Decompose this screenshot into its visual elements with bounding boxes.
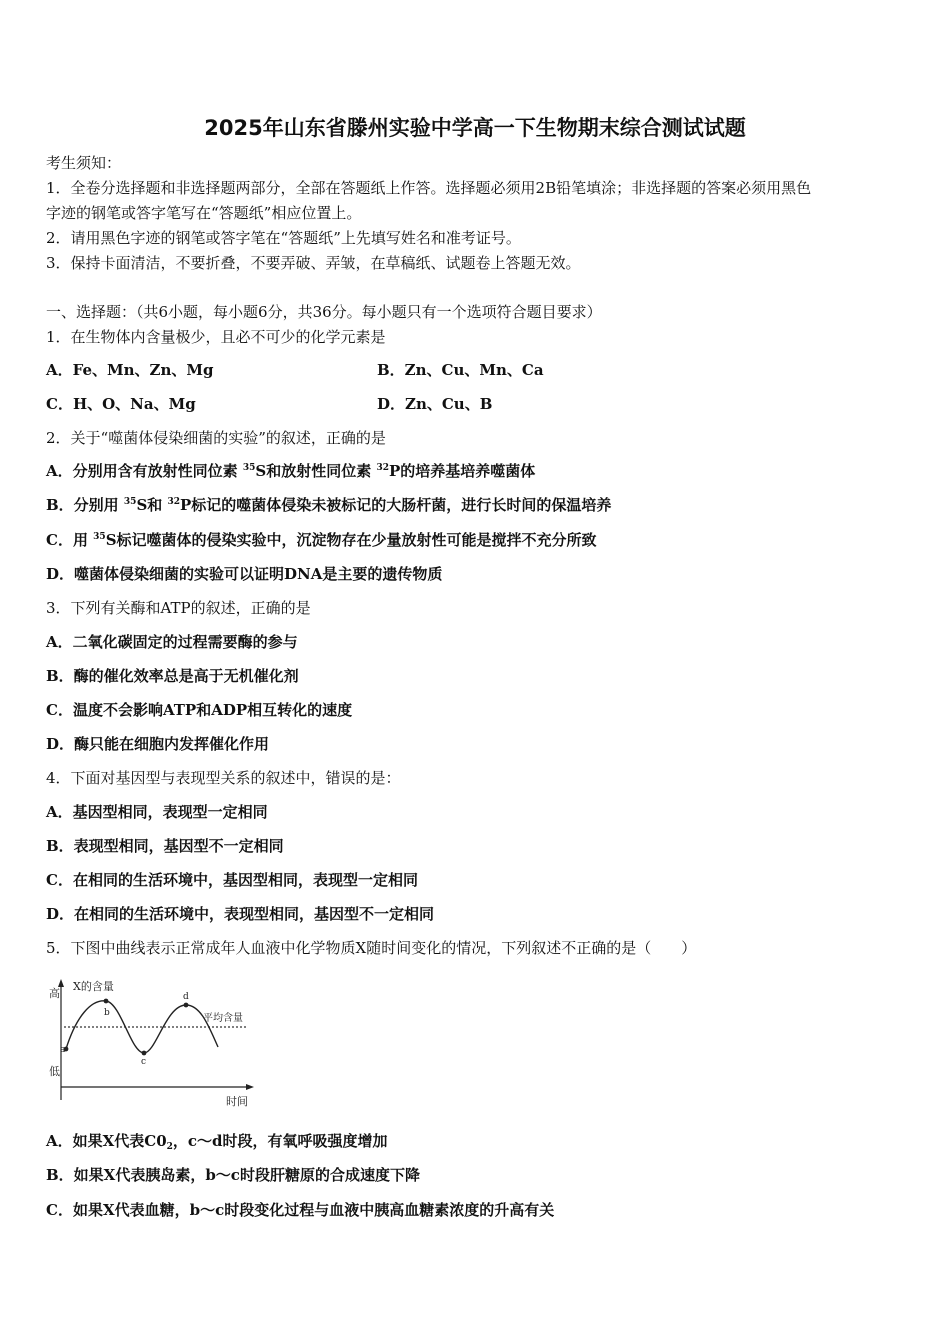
y-axis-label: X的含量 bbox=[73, 980, 114, 993]
point-d bbox=[184, 1003, 189, 1008]
q1-option-a: A．Fe、Mn、Zn、Mg bbox=[46, 361, 214, 379]
q5-option-b: B．如果X代表胰岛素，b～c时段肝糖原的合成速度下降 bbox=[46, 1166, 420, 1184]
q3-option-c: C．温度不会影响ATP和ADP相互转化的速度 bbox=[46, 701, 353, 719]
x-axis-label: 时间 bbox=[226, 1095, 248, 1108]
notice-item: 2．请用黑色字迹的钢笔或答字笔在“答题纸”上先填写姓名和准考证号。 bbox=[46, 229, 521, 247]
low-label: 低 bbox=[49, 1065, 60, 1078]
page-title: 2025年山东省滕州实验中学高一下生物期末综合测试试题 bbox=[204, 116, 746, 140]
notice-item: 1．全卷分选择题和非选择题两部分，全部在答题纸上作答。选择题必须用2B铅笔填涂；非选择题的答案必须用黑色 bbox=[46, 179, 812, 197]
question-2-stem: 2．关于“噬菌体侵染细菌的实验”的叙述，正确的是 bbox=[46, 429, 386, 447]
question-5-stem: 5．下图中曲线表示正常成年人血液中化学物质X随时间变化的情况，下列叙述不正确的是（ ） bbox=[46, 939, 697, 957]
notice-item: 3．保持卡面清洁，不要折叠，不要弄破、弄皱，在草稿纸、试题卷上答题无效。 bbox=[46, 254, 581, 272]
point-b-label: b bbox=[104, 1008, 110, 1018]
y-axis-arrow bbox=[58, 979, 64, 987]
q5-option-a: A．如果X代表$C0_2$，c～d时段，有氧呼吸强度增加 bbox=[46, 1132, 388, 1152]
section-heading: 一、选择题：（共6小题，每小题6分，共36分。每小题只有一个选项符合题目要求） bbox=[46, 303, 602, 321]
question-4-stem: 4．下面对基因型与表现型关系的叙述中，错误的是： bbox=[46, 769, 401, 787]
point-d-label: d bbox=[183, 992, 189, 1002]
notice-heading: 考生须知： bbox=[46, 154, 122, 172]
q2-option-b: B．分别用 $^{35}$S和 $^{32}$P标记的噬菌体侵染未被标记的大肠杆菌，进行长时间的保温培养 bbox=[46, 496, 612, 514]
question-1-stem: 1．在生物体内含量极少，且必不可少的化学元素是 bbox=[46, 328, 386, 346]
q3-option-b: B．酶的催化效率总是高于无机催化剂 bbox=[46, 667, 299, 685]
high-label: 高 bbox=[49, 987, 60, 1000]
point-a-label: a bbox=[60, 1045, 66, 1055]
average-label: 平均含量 bbox=[203, 1013, 243, 1024]
point-b bbox=[104, 999, 109, 1004]
q2-option-c: C．用 $^{35}$S标记噬菌体的侵染实验中，沉淀物存在少量放射性可能是搅拌不充分所致 bbox=[46, 531, 597, 549]
q4-option-c: C．在相同的生活环境中，基因型相同，表现型一定相同 bbox=[46, 871, 418, 889]
x-axis-arrow bbox=[246, 1084, 254, 1090]
point-c bbox=[142, 1051, 147, 1056]
q3-option-a: A．二氧化碳固定的过程需要酶的参与 bbox=[46, 633, 298, 651]
q4-option-b: B．表现型相同，基因型不一定相同 bbox=[46, 837, 284, 855]
q2-option-a: A．分别用含有放射性同位素 $^{35}$S和放射性同位素 $^{32}$P的培养基培养噬菌体 bbox=[46, 462, 536, 480]
q1-option-c: C．H、O、Na、Mg bbox=[46, 395, 196, 413]
x-content-curve-figure bbox=[46, 975, 271, 1115]
q3-option-d: D．酶只能在细胞内发挥催化作用 bbox=[46, 735, 270, 753]
q1-option-d: D．Zn、Cu、B bbox=[377, 395, 493, 413]
q1-option-b: B．Zn、Cu、Mn、Ca bbox=[377, 361, 544, 379]
q4-option-d: D．在相同的生活环境中，表现型相同，基因型不一定相同 bbox=[46, 905, 435, 923]
point-c-label: c bbox=[141, 1057, 147, 1067]
q5-option-c: C．如果X代表血糖，b～c时段变化过程与血液中胰高血糖素浓度的升高有关 bbox=[46, 1201, 555, 1219]
q4-option-a: A．基因型相同，表现型一定相同 bbox=[46, 803, 268, 821]
question-3-stem: 3．下列有关酶和ATP的叙述，正确的是 bbox=[46, 599, 311, 617]
q2-option-d: D．噬菌体侵染细菌的实验可以证明DNA是主要的遗传物质 bbox=[46, 565, 443, 583]
notice-item: 字迹的钢笔或答字笔写在“答题纸”相应位置上。 bbox=[46, 204, 362, 222]
